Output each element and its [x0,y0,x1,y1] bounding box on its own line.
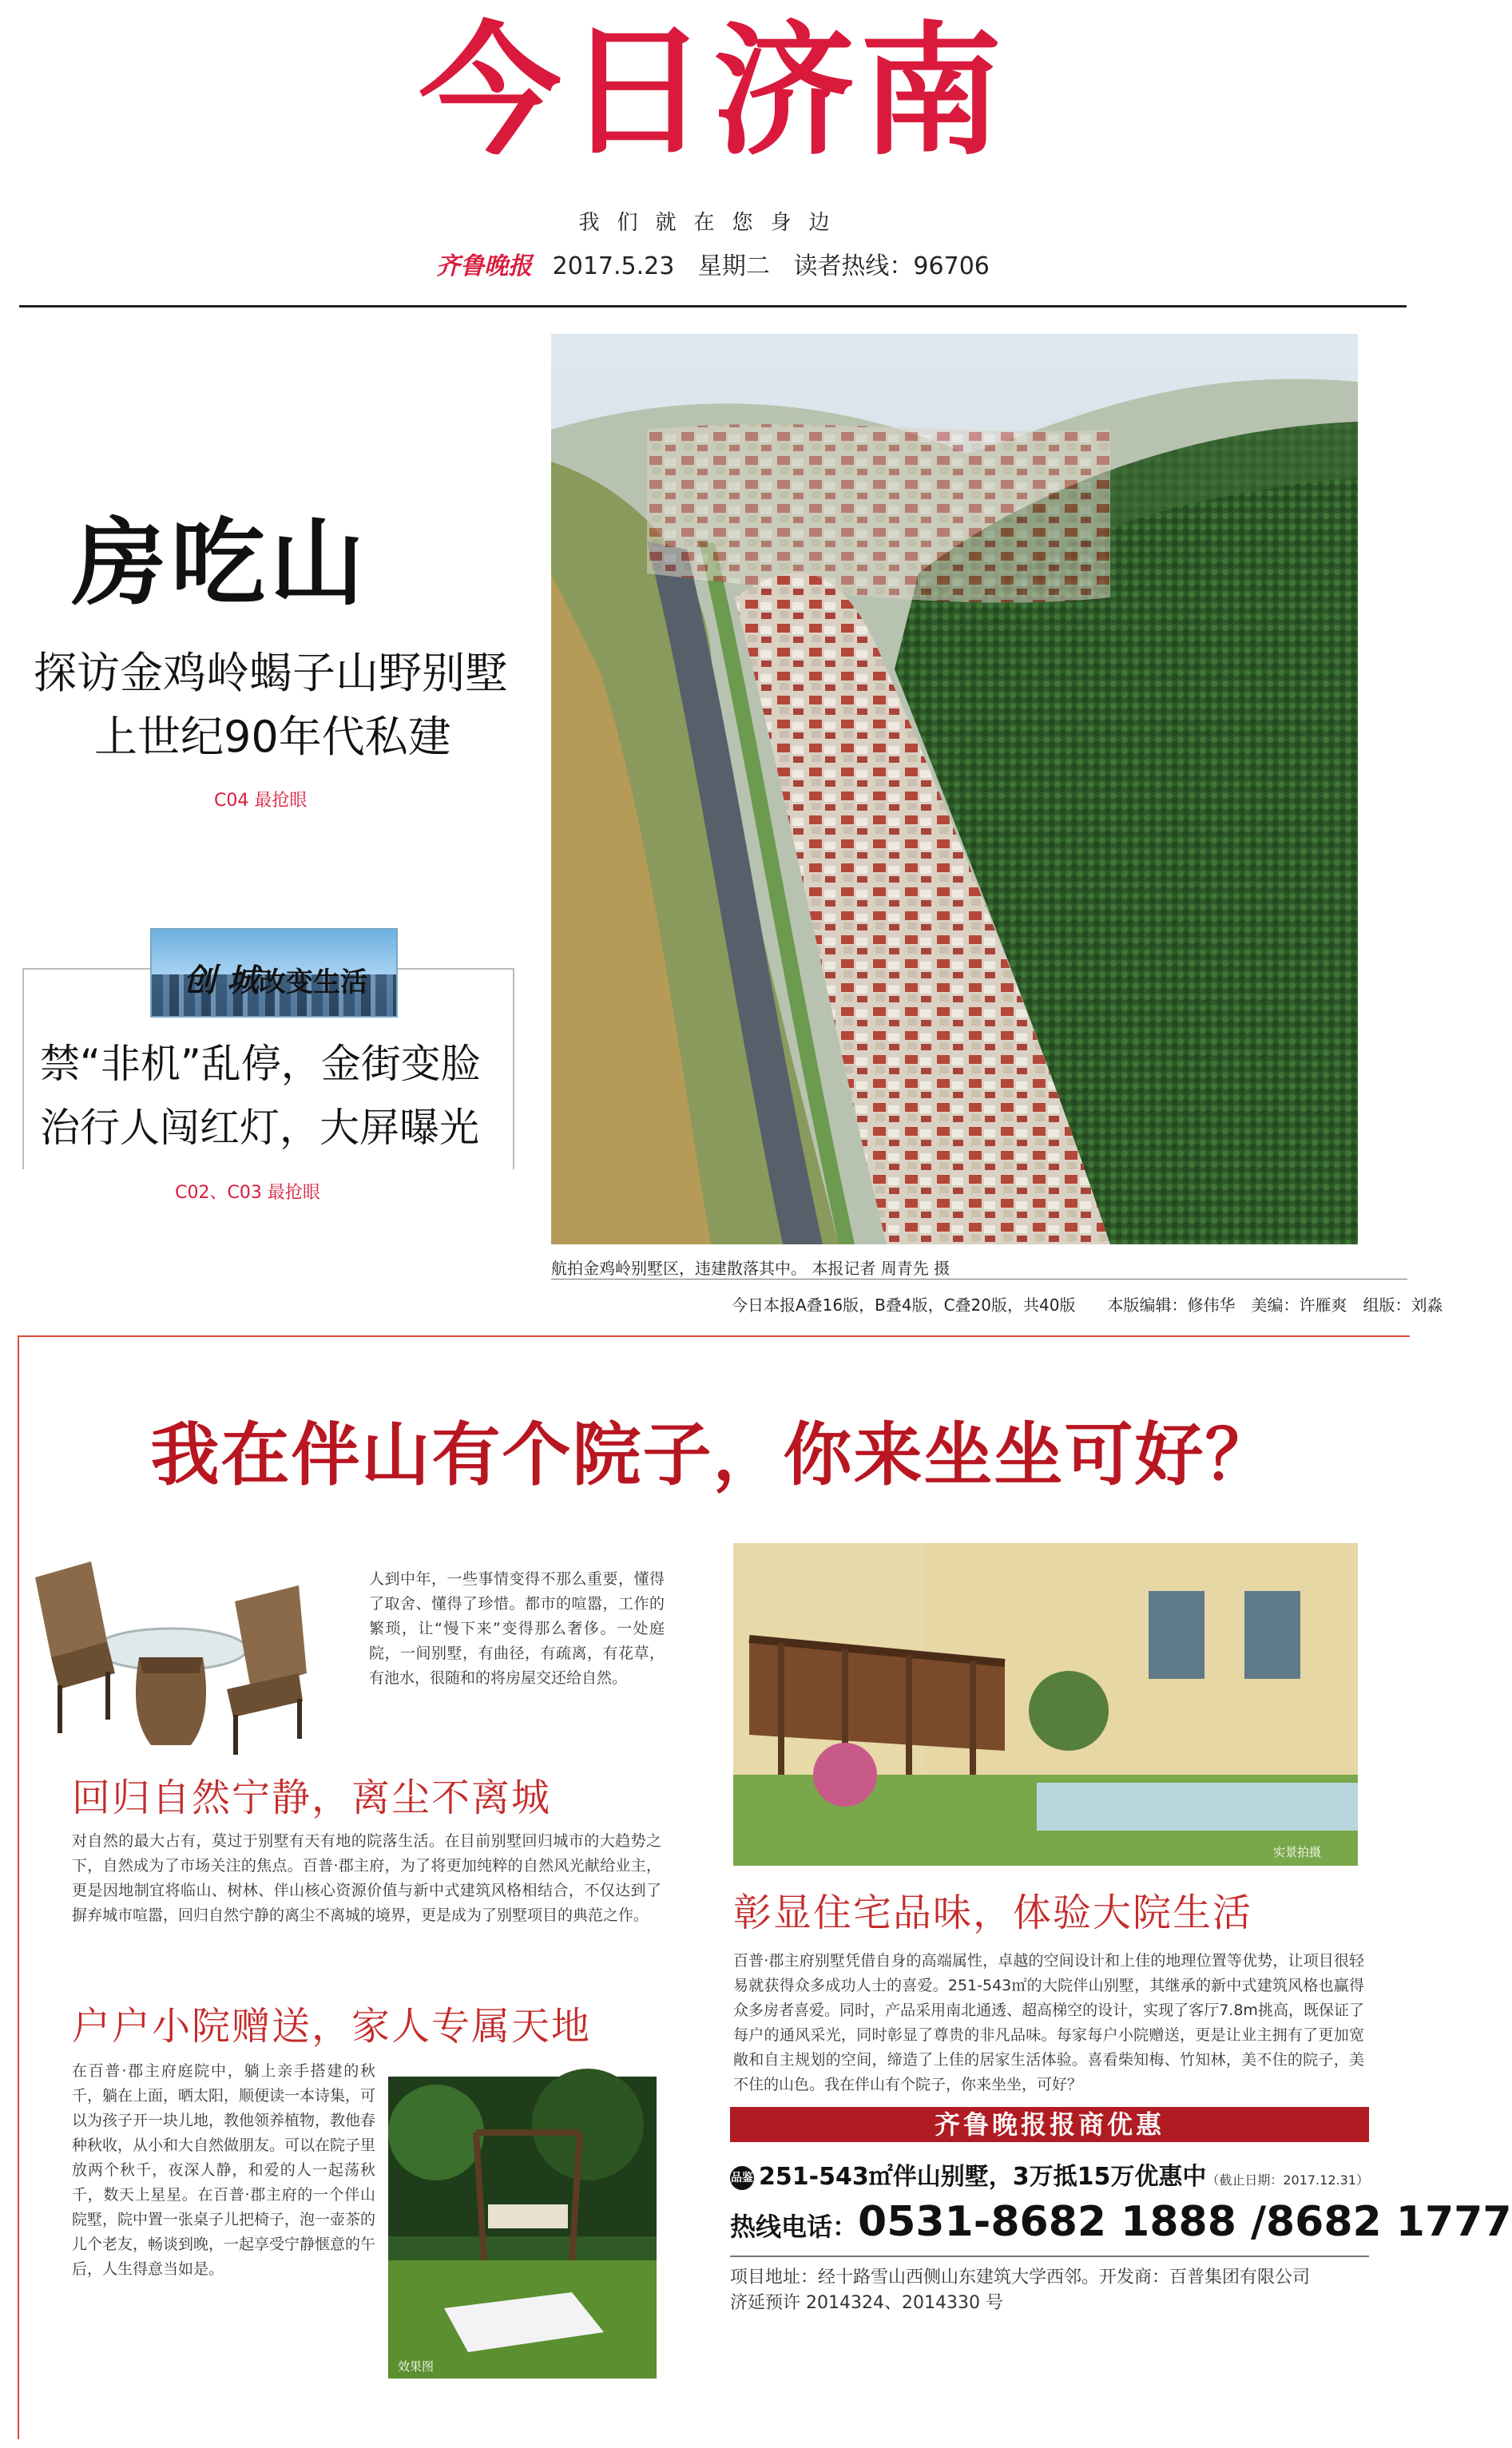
promo-hotline [730,2198,1512,2246]
villa-courtyard-photo [733,1543,1358,1866]
issue-date: 2017.5.23 [552,252,675,280]
ad-section-courtyard-text: 在百普·郡主府庭院中，躺上亲手搭建的秋千，躺在上面，晒太阳，顺便读一本诗集，可以为孩子开一块儿地，教他领养植物，教他春种秋收，从小和大自然做朋友。可以在院子里放两个秋千，夜深人静，和爱的人一起荡秋千，数天上星星。在百普·郡主府的一个伴山院墅，院中置一张桌子儿把椅子，泡一壶茶的儿个老友，畅谈到晚，一起享受宁静惬意的午后，人生得意当如是。 [72,2062,376,2278]
presale-permit: 济延预许 2014324、2014330 号 [730,2293,1003,2313]
outdoor-furniture-image [19,1530,331,1761]
ad-section-lifestyle-text: 百普·郡主府别墅凭借自身的高端属性，卓越的空间设计和上佳的地理位置等优势，让项目很轻易就获得众多成功人士的喜爱。251-543㎡的大院伴山别墅，其继承的新中式建筑风格也赢得众多房者喜爱。同时，产品采用南北通透、超高梯空的设计，实现了客厅7.8m挑高，既保证了每户的通风采光，同时彰显了尊贵的非凡品味。每家每户小院赠送，更是让业主拥有了更加宽敞和自主规划的空间，缔造了上佳的居家生活体验。喜看柴知梅、竹知林，美不住的院子，美不住的山色。我在伴山有个院子，你来坐坐，可好？ [733,1952,1364,2093]
second-page-ref[interactable]: C02、C03 最抢眼 [175,1183,320,1203]
ad-section-nature-text: 对自然的最大占有，莫过于别墅有天有地的院落生活。在目前别墅回归城市的大趋势之下，自然成为了市场关注的焦点。百普·郡主府，为了将更加纯粹的自然风光献给业主，更是因地制宜将临山、树林、伴山核心资源价值与新中式建筑风格相结合，不仅达到了摒弃城市喧嚣，回归自然宁静的离尘不离城的境界，更是成为了别墅项目的典范之作。 [72,1832,661,1924]
ad-section-nature-title: 回归自然宁静，离尘不离城 [72,1775,552,1820]
promo-deal [730,2156,1369,2192]
garden-swing-image [388,2077,657,2379]
masthead-slogan: 我们就在您身边 [578,211,847,235]
main-page-ref[interactable]: C04 最抢眼 [214,791,308,811]
main-headline[interactable]: 房吃山 [72,508,370,618]
hero-aerial-photo [551,334,1358,1244]
promo-banner: 齐鲁晚报报商优惠 [730,2107,1369,2142]
deal-deadline: （截止日期：2017.12.31） [1206,2172,1369,2188]
project-address: 项目地址：经十路雪山西侧山东建筑大学西邻。开发商：百普集团有限公司 [730,2267,1311,2287]
edition-divider [551,1279,1407,1280]
second-story-line-1[interactable]: 禁“非机”乱停，金街变脸 [40,1041,481,1087]
ad-headline: 我在伴山有个院子，你来坐坐可好？ [150,1415,1276,1495]
rendering-badge: 效果图 [398,2359,435,2374]
real-photo-badge: 实景拍摄 [1273,1845,1322,1859]
hotline-number[interactable]: 0531-8682 1888 /8682 1777 [858,2198,1512,2246]
hero-photo-caption: 航拍金鸡岭别墅区，违建散落其中。 本报记者 周青先 摄 [551,1259,950,1278]
promo-divider [730,2256,1369,2257]
chuangcheng-label [157,955,395,1001]
chuangcheng-label-small: 改变生活 [258,966,367,998]
reader-hotline: 读者热线：96706 [793,252,990,280]
main-subheadline-1: 探访金鸡岭蝎子山野别墅 [34,648,508,698]
dateline [0,246,1426,281]
deal-text: 251-543㎡伴山别墅，3万抵15万优惠中 [759,2163,1207,2191]
second-story-line-2[interactable]: 治行人闯红灯，大屏曝光 [40,1105,479,1151]
masthead-divider [19,305,1407,307]
ad-section-lifestyle-title: 彰显住宅品味，体验大院生活 [733,1891,1253,1935]
chuangcheng-label-big: 创 城 [184,962,259,999]
masthead-title: 今日济南 [419,9,1007,174]
brand-logo: 齐鲁晚报 [436,252,533,280]
main-subheadline-2: 上世纪90年代私建 [94,712,451,762]
ad-intro-text: 人到中年，一些事情变得不那么重要，懂得了取舍、懂得了珍惜。都市的喧嚣，工作的繁琐，让“慢下来”变得那么奢侈。一处庭院，一间别墅，有曲径，有疏离，有花草，有池水，很随和的将房屋交还给自然。 [369,1570,665,1687]
deal-tag: 品鉴 [730,2166,754,2190]
hotline-label: 热线电话： [730,2212,859,2242]
ad-section-courtyard-title: 户户小院赠送，家人专属天地 [72,2004,592,2049]
edition-info: 今日本报A叠16版，B叠4版，C叠20版，共40版 本版编辑：修伟华 美编：许雁爽 组版：刘淼 [732,1295,1443,1315]
weekday: 星期二 [697,252,770,280]
